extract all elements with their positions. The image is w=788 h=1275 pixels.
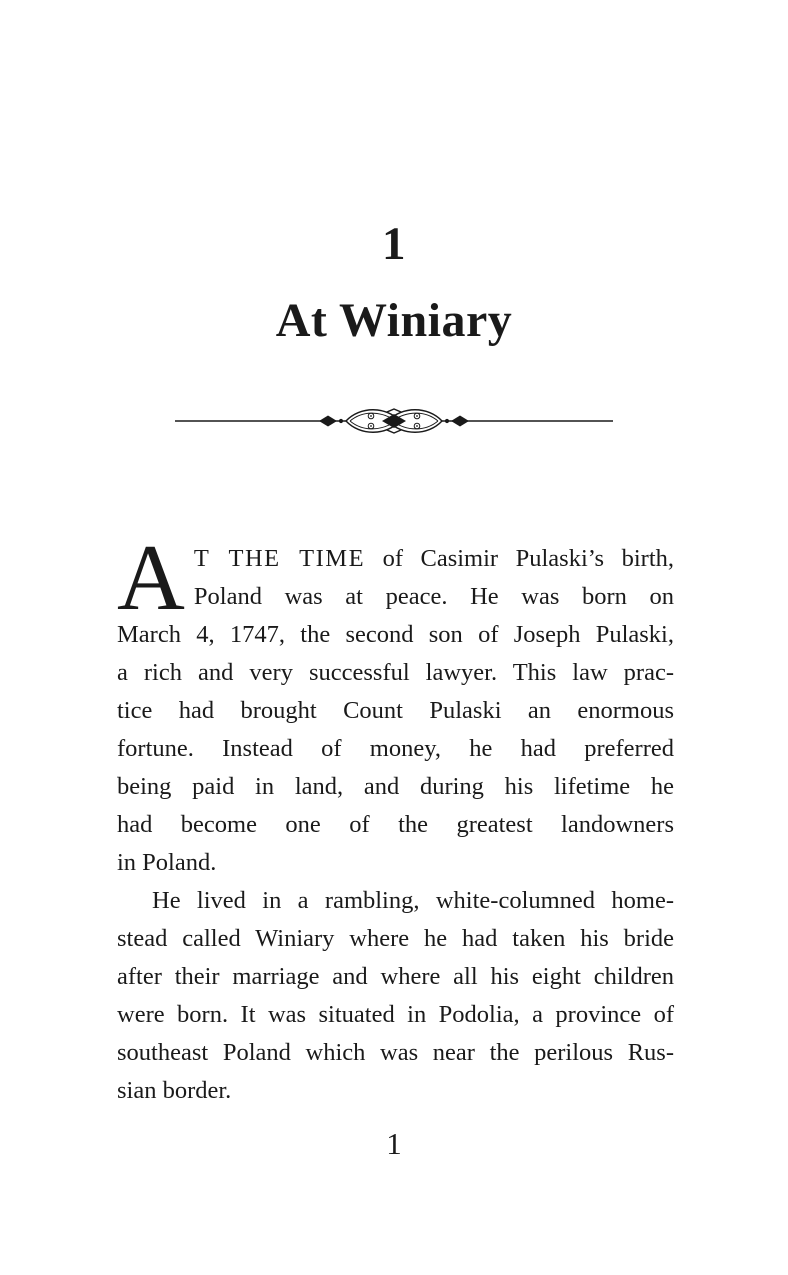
paragraph	[117, 526, 674, 882]
chapter-number: 1	[382, 218, 406, 270]
body-line: were born. It was situated in Podolia, a province of	[117, 1001, 674, 1028]
body-text	[117, 526, 674, 1110]
body-line: in Poland.	[117, 849, 217, 876]
body-line: He lived in a rambling, white-columned home-	[152, 887, 674, 914]
chapter-title: At Winiary	[275, 294, 513, 347]
body-line: sian border.	[117, 1077, 232, 1104]
body-line: fortune. Instead of money, he had preferred	[117, 735, 674, 762]
body-line: tice had brought Count Pulaski an enormous	[117, 697, 674, 724]
body-line: southeast Poland which was near the perilous Rus-	[117, 1039, 674, 1066]
body-line: March 4, 1747, the second son of Joseph Pulaski,	[117, 621, 674, 648]
body-line-text: of Casimir Pulaski’s birth,	[382, 545, 674, 572]
drop-cap: A	[117, 526, 185, 630]
lead-in-caps: T THE TIME	[193, 545, 366, 572]
body-line	[117, 540, 674, 578]
body-line: after their marriage and where all his eight children	[117, 963, 674, 990]
body-line: stead called Winiary where he had taken his bride	[117, 925, 674, 952]
body-line: a rich and very successful lawyer. This law prac-	[117, 659, 674, 686]
body-line: had become one of the greatest landowners	[117, 811, 674, 838]
body-line: being paid in land, and during his lifetime he	[117, 773, 674, 800]
page-number: 1	[386, 1126, 402, 1161]
paragraph	[117, 882, 674, 1110]
body-line: Poland was at peace. He was born on	[193, 583, 674, 610]
ornamental-divider	[174, 403, 614, 439]
